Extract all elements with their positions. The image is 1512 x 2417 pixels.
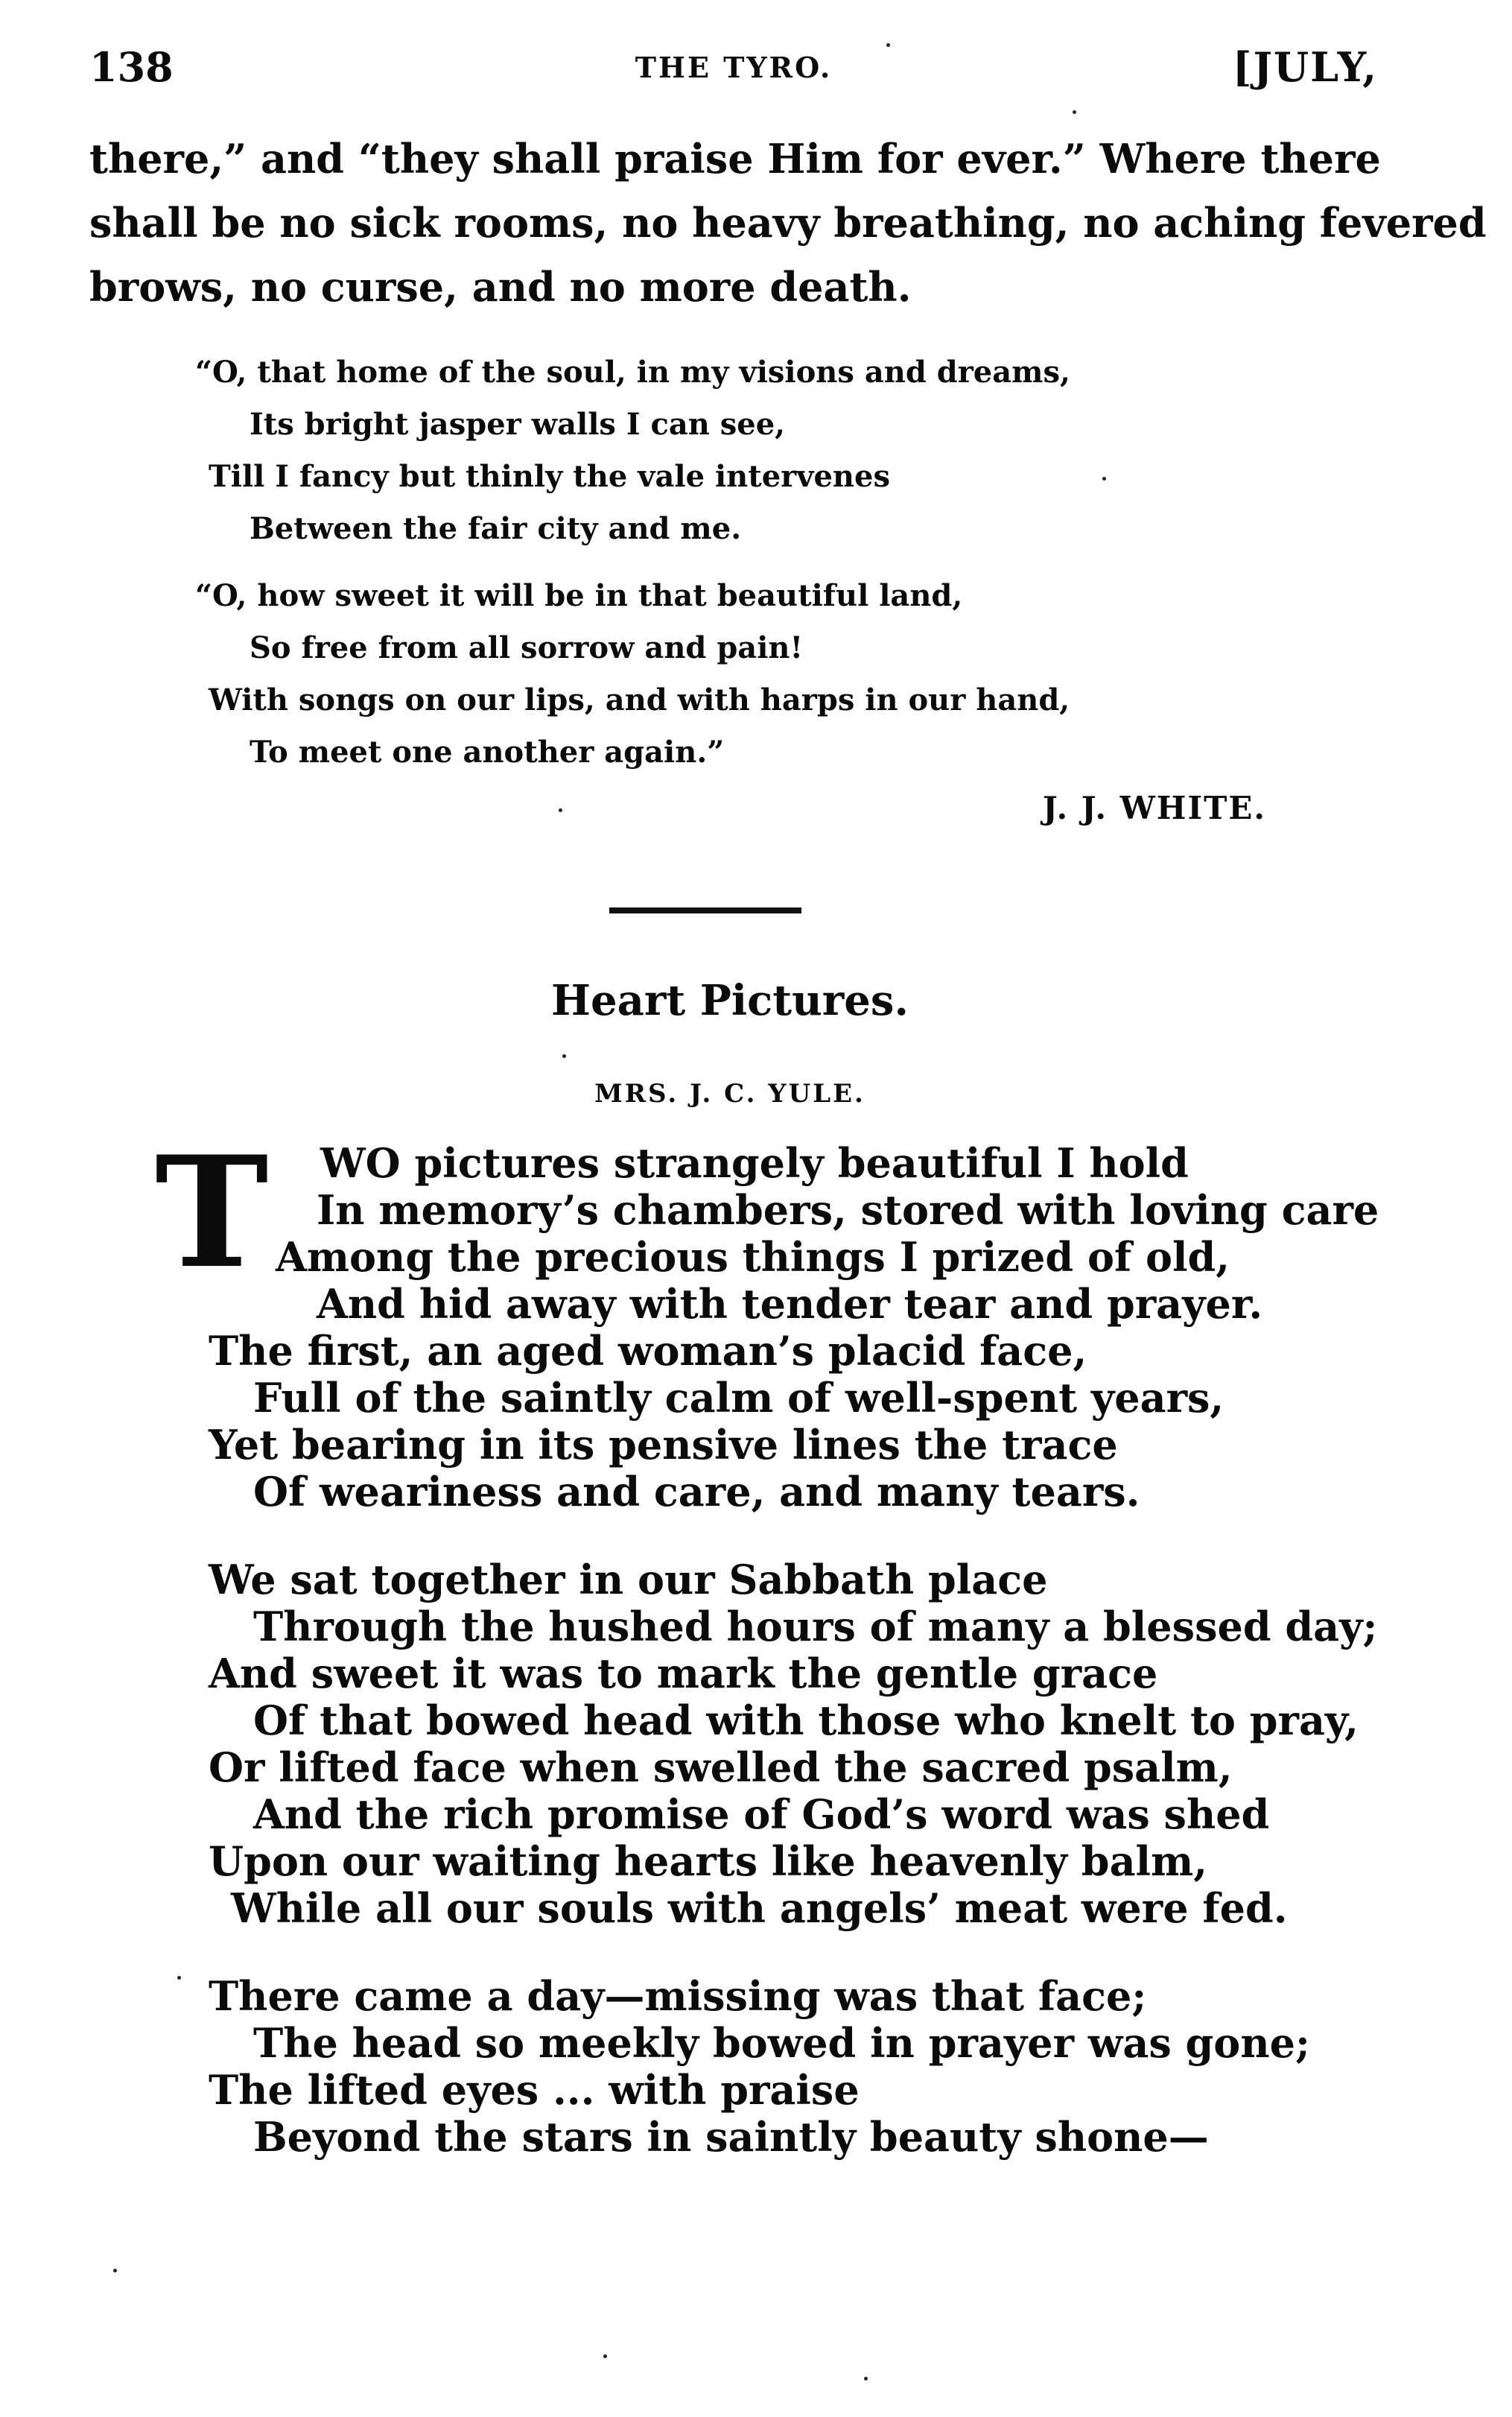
prose-line: shall be no sick rooms, no heavy breathing, no aching fevered	[89, 199, 1487, 247]
poem-line: Or lifted face when swelled the sacred psalm,	[209, 1743, 1233, 1791]
poem-line: The lifted eyes ... with praise	[209, 2066, 860, 2114]
section-divider	[609, 907, 801, 913]
scan-speck	[113, 2269, 117, 2272]
poem-stanza	[195, 570, 1070, 779]
poem-line: Of that bowed head with those who knelt to pray,	[253, 1697, 1359, 1744]
poem-line: WO pictures strangely beautiful I hold	[320, 1139, 1189, 1187]
poem-line: Full of the saintly calm of well-spent years,	[253, 1374, 1224, 1422]
poem-stanza	[195, 346, 1070, 555]
poem-line: The first, an aged woman’s placid face,	[209, 1327, 1087, 1375]
poem-stanza	[209, 1556, 1379, 1932]
scan-speck	[603, 2354, 607, 2358]
poem-line: “O, how sweet it will be in that beautiful land,	[195, 578, 963, 613]
poem-line: And the rich promise of God’s word was shed	[253, 1790, 1270, 1838]
prose-line: there,” and “they shall praise Him for ever.” Where there	[89, 135, 1381, 183]
poem-line: Among the precious things I prized of old,	[276, 1233, 1230, 1281]
poem-line: Between the fair city and me.	[250, 511, 742, 546]
page-number: 138	[89, 43, 174, 91]
poem-line: Of weariness and care, and many tears.	[253, 1468, 1140, 1515]
poem-line: To meet one another again.”	[250, 735, 725, 770]
scan-speck	[864, 2377, 868, 2380]
drop-cap: T	[155, 1124, 269, 1302]
poem-line: “O, that home of the soul, in my visions and dreams,	[195, 355, 1070, 390]
poem-stanza	[155, 1124, 1379, 1515]
poem-line: We sat together in our Sabbath place	[209, 1556, 1048, 1603]
poem-line: Its bright jasper walls I can see,	[250, 407, 786, 442]
running-header	[89, 43, 1378, 95]
article-poem	[155, 1124, 1379, 2202]
poem-author: J. J. WHITE.	[1042, 790, 1266, 826]
scan-speck	[1073, 110, 1076, 114]
poem-line: Till I fancy but thinly the vale intervenes	[209, 459, 890, 494]
poem-line: Through the hushed hours of many a blessed day;	[253, 1603, 1378, 1650]
article-byline: MRS. J. C. YULE.	[594, 1079, 865, 1109]
poem-line: The head so meekly bowed in prayer was gone;	[253, 2019, 1310, 2067]
poem-line: And sweet it was to mark the gentle grace	[209, 1650, 1158, 1697]
scan-speck	[177, 1976, 181, 1980]
poem-line: There came a day—missing was that face;	[209, 1972, 1147, 2020]
scan-speck	[559, 808, 562, 812]
scan-speck	[1102, 477, 1106, 481]
poem-line: In memory’s chambers, stored with loving care	[317, 1186, 1379, 1234]
poem-line: With songs on our lips, and with harps in our hand,	[209, 682, 1070, 718]
article-title: Heart Pictures.	[551, 976, 909, 1025]
poem-line: While all our souls with angels’ meat were fed.	[231, 1884, 1288, 1932]
poem-line: So free from all sorrow and pain!	[250, 630, 804, 665]
scan-speck	[886, 43, 890, 47]
prose-line: brows, no curse, and no more death.	[89, 263, 912, 311]
prose-paragraph	[89, 127, 1487, 319]
poem-line: Yet bearing in its pensive lines the trace	[209, 1421, 1118, 1469]
poem-line: Beyond the stars in saintly beauty shone—	[253, 2113, 1209, 2161]
running-title: THE TYRO.	[635, 51, 833, 84]
poem-line: And hid away with tender tear and prayer.	[317, 1280, 1263, 1328]
poem-line: Upon our waiting hearts like heavenly balm,	[209, 1837, 1208, 1885]
header-month: [JULY,	[1232, 43, 1378, 91]
scan-speck	[562, 1054, 566, 1058]
quoted-poem	[195, 346, 1070, 779]
poem-stanza	[209, 1973, 1379, 2161]
